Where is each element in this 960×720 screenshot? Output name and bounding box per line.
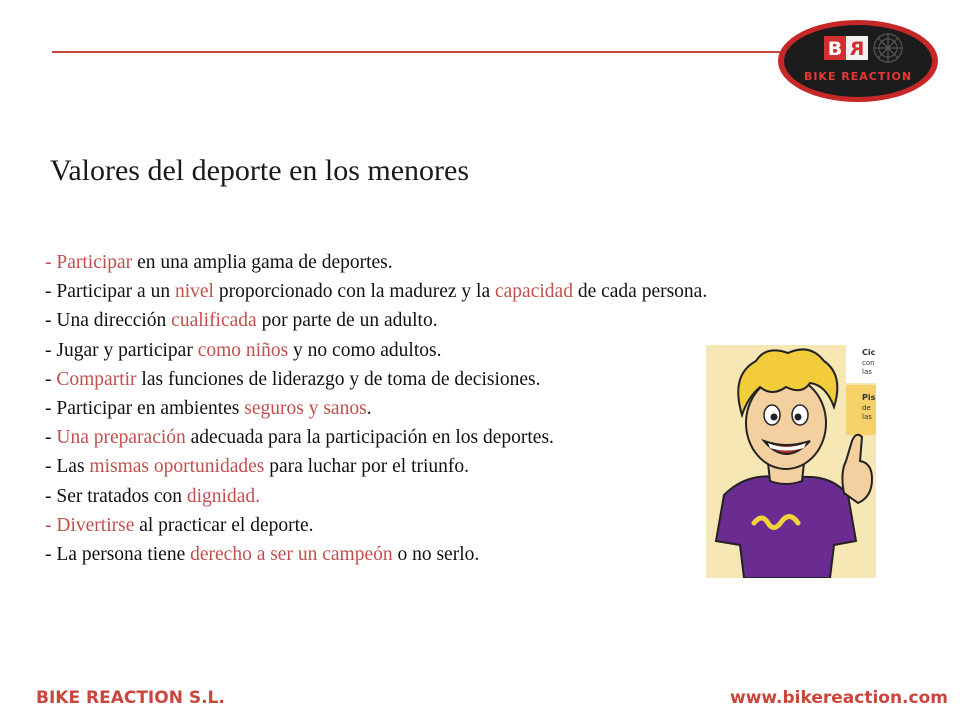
value-item [45,452,707,481]
value-item [45,482,707,511]
value-item [45,336,707,365]
item-text: o no serlo. [392,544,480,566]
cartoon-snippet: de [862,404,871,412]
value-item [45,248,707,277]
value-item [45,277,707,306]
highlighted-text: mismas oportunidades [89,456,265,478]
item-text: Una dirección [56,310,172,332]
item-text: al practicar el deporte. [134,514,314,536]
bullet-dash: - [45,427,57,449]
cartoon-snippet: las [862,368,872,376]
highlighted-text: Una preparación [56,427,186,449]
bullet-dash: - [45,485,57,507]
cartoon-snippet: con [862,359,875,367]
highlighted-text: Compartir [56,368,137,390]
value-item [45,540,707,569]
bullet-dash: - [45,252,57,273]
item-text: adecuada para la participación en los deportes. [185,427,554,449]
item-text: por parte de un adulto. [256,310,438,332]
highlighted-text: cualificada [171,310,257,332]
item-text: Las [56,456,90,478]
footer-website-link[interactable]: www.bikereaction.com [730,688,948,708]
value-item [45,423,707,452]
value-item [45,511,707,540]
item-text: las funciones de liderazgo y de toma de decisiones. [136,368,541,390]
bullet-dash: - [45,544,57,566]
bullet-dash: - [45,514,57,536]
highlighted-text: derecho a ser un campeón [190,544,393,566]
bullet-dash: - [45,281,57,303]
values-list [45,248,707,569]
bullet-dash: - [45,339,57,361]
cartoon-boy-illustration [706,345,876,578]
bike-reaction-logo [776,18,940,104]
bullet-dash: - [45,398,57,420]
item-text: para luchar por el triunfo. [264,456,470,478]
highlighted-text: Divertirse [56,514,135,536]
footer-company: BIKE REACTION S.L. [36,688,225,708]
highlighted-text: seguros y sanos [244,398,367,420]
item-text: de cada persona. [572,281,708,303]
bullet-dash: - [45,368,57,390]
item-text: La persona tiene [56,544,191,566]
item-text: proporcionado con la madurez y la [213,281,495,303]
logo-monogram-r: R [849,38,865,60]
highlighted-text: Participar [56,252,133,273]
item-text: Participar a un [56,281,175,303]
item-text: . [366,398,372,420]
value-item [45,365,707,394]
item-text: Participar en ambientes [56,398,245,420]
cartoon-snippet: Cic [862,348,876,357]
highlighted-text: capacidad [495,281,573,303]
bullet-dash: - [45,456,57,478]
item-text: Ser tratados con [56,485,187,507]
value-item [45,394,707,423]
logo-monogram-b: B [827,38,843,60]
item-text: y no como adultos. [288,339,442,361]
cartoon-snippet: Pis [862,393,876,402]
highlighted-text: dignidad. [186,485,261,507]
logo-brand-text: BIKE REACTION [803,70,913,83]
cartoon-snippet: las [862,413,872,421]
item-text: en una amplia gama de deportes. [132,252,393,273]
value-item [45,306,707,335]
highlighted-text: como niños [197,339,289,361]
highlighted-text: nivel [174,281,214,303]
header-rule [52,51,792,53]
item-text: Jugar y participar [56,339,198,361]
page-title: Valores del deporte en los menores [50,154,470,187]
bullet-dash: - [45,310,57,332]
